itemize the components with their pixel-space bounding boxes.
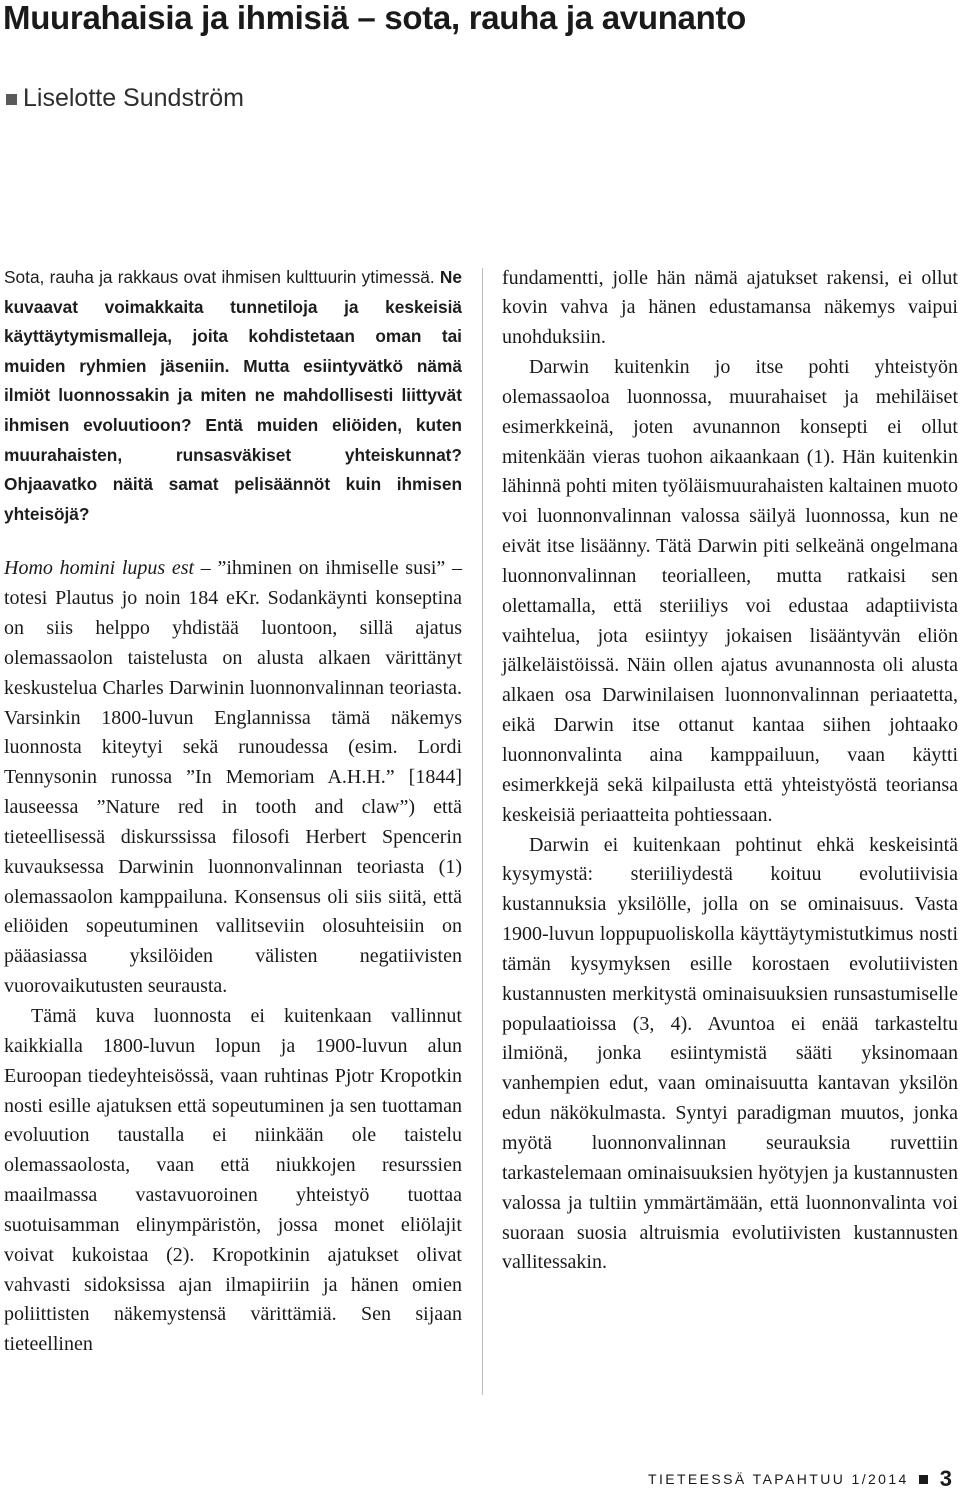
body-paragraph-3: fundamentti, jolle hän nämä ajatukset rakensi, ei ollut kovin vahva ja hänen edustamansa näkemys vaipui unohduksiin.: [502, 266, 958, 349]
lead-plain-text: Sota, rauha ja rakkaus ovat ihmisen kulttuurin ytimessä.: [4, 267, 435, 287]
body-paragraph-2: Tämä kuva luonnosta ei kuitenkaan vallinnut kaikkialla 1800-luvun lopun ja 1900-luvun alun Euroopan tiedeyhteisössä, vaan ruhtinas Pjotr Kropotkin nosti esille ajatuksen että sopeutuminen ja sen tuottaman evoluution taustalla ei niinkään ole taistelu olemassaolosta, vaan että niukkojen resurssien maailmassa vastavuoroinen yhteistyö tuottaa suotuisamman elinympäristön, jossa monet eliölajit voivat kukoistaa (2). Kropotkinin ajatukset olivat vahvasti sidoksissa ajan ilmapiiriin ja hänen omien poliittisten näkemystensä värittämiä. Sen sijaan tieteellinen: [4, 1005, 462, 1356]
bullet-square-icon: [6, 94, 17, 105]
latin-quote: Homo homini lupus est: [4, 557, 195, 580]
lead-bold-text: Ne kuvaavat voimakkaita tunnetiloja ja keskeisiä käyttäytymismalleja, joita kohdistetaan oman tai muiden ryhmien jäseniin. Mutta esiintyvätkö nämä ilmiöt luonnossakin ja miten ne mahdollisesti liittyvät ihmisen evoluutioon? Entä muiden eliöiden, kuten muurahaisten, runsasväkiset yhteiskunnat? Ohjaavatko näitä samat pelisäännöt kuin ihmisen yhteisöjä?: [4, 267, 462, 524]
article-title: Muurahaisia ja ihmisiä – sota, rauha ja avunanto: [3, 0, 747, 36]
author-line: [6, 80, 244, 116]
body-paragraph-1-text: – ”ihminen on ihmiselle susi” – totesi Plautus jo noin 184 eKr. Sodankäynti konseptina on siis helppo yhdistää luontoon, sillä ajatus olemassaolon taistelusta on alusta alkaen värittänyt keskustelua Charles Darwinin luonnonvalinnan teoriasta. Varsinkin 1800-luvun Englannissa tämä näkemys luonnosta kiteytyi sekä runoudessa (esim. Lordi Tennysonin runossa ”In Memoriam A.H.H.” [1844] lauseessa ”Nature red in tooth and claw”) että tieteellisessä diskurssissa filosofi Herbert Spencerin kuvauksessa Darwinin luonnonvalinnan teoriasta (1) olemassaolon kamppailuna. Konsensus oli siis siitä, että eliöiden sopeutuminen vallitseviin olosuhteisiin on pääasiassa yksilöiden välisten negatiivisten vuorovaikutusten seurausta.: [4, 557, 463, 998]
column-divider: [482, 268, 483, 1395]
page-number: 3: [939, 1466, 952, 1491]
left-column: [4, 263, 462, 1360]
footer-square-icon: [919, 1475, 928, 1484]
body-paragraph-1: [4, 554, 462, 1002]
right-column: [502, 264, 958, 1279]
author-name: Liselotte Sundström: [23, 83, 244, 112]
page-footer: [648, 1466, 952, 1492]
magazine-name: TIETEESSÄ TAPAHTUU 1/2014: [648, 1471, 909, 1487]
body-paragraph-5: Darwin ei kuitenkaan pohtinut ehkä keskeisintä kysymystä: steriiliydestä koituu evolutiivisia kustannuksia yksilölle, jolla on se ominaisuus. Vasta 1900-luvun loppupuoliskolla käyttäytymistutkimus nosti tämän kysymyksen esille korostaen evolutiivisten kustannusten merkitystä ominaisuuksien runsastumiselle populaatioissa (3, 4). Avuntoa ei enää tarkasteltu ilmiönä, jonka esiintymistä sääti yksinomaan vanhempien edut, vaan ominaisuutta kantavan yksilön edun näkökulmasta. Syntyi paradigman muutos, jonka myötä luonnonvalinnan seurauksia ruvettiin tarkastelemaan ominaisuuksien hyötyjen ja kustannusten valossa ja tultiin ymmärtämään, että luonnonvalinta voi suoraan suosia altruismia evolutiivisten kustannusten vallitessakin.: [502, 833, 958, 1274]
lead-paragraph: [4, 263, 462, 529]
body-paragraph-4: Darwin kuitenkin jo itse pohti yhteistyön olemassaoloa luonnossa, muurahaiset ja mehiläiset esimerkkeinä, joten avunannon konsepti ei ollut mitenkään vieras tuohon aikaankaan (1). Hän kuitenkin lähinnä pohti miten työläismuurahaisten kaltainen muoto voi luonnonvalinnan valossa säilyä luonnossa, kun ne eivät itse lisäänny. Tätä Darwin piti selkeänä ongelmana luonnonvalinnan teorialleen, mutta ratkaisi sen olettamalla, että steriiliys voi edustaa adaptiivista vaihtelua, jota esiintyy jokaisen lisääntyvän eliön jälkeläistöissä. Näin ollen ajatus avunannosta oli alusta alkaen osa Darwinilaisen luonnonvalinnan periaatetta, eikä Darwin itse ottanut kantaa siihen johtaako luonnonvalinta aina kamppailuun, vaan käytti esimerkkejä sekä kilpailusta että yhteistyöstä teoriansa keskeisiä periaatteita pohtiessaan.: [502, 356, 959, 826]
